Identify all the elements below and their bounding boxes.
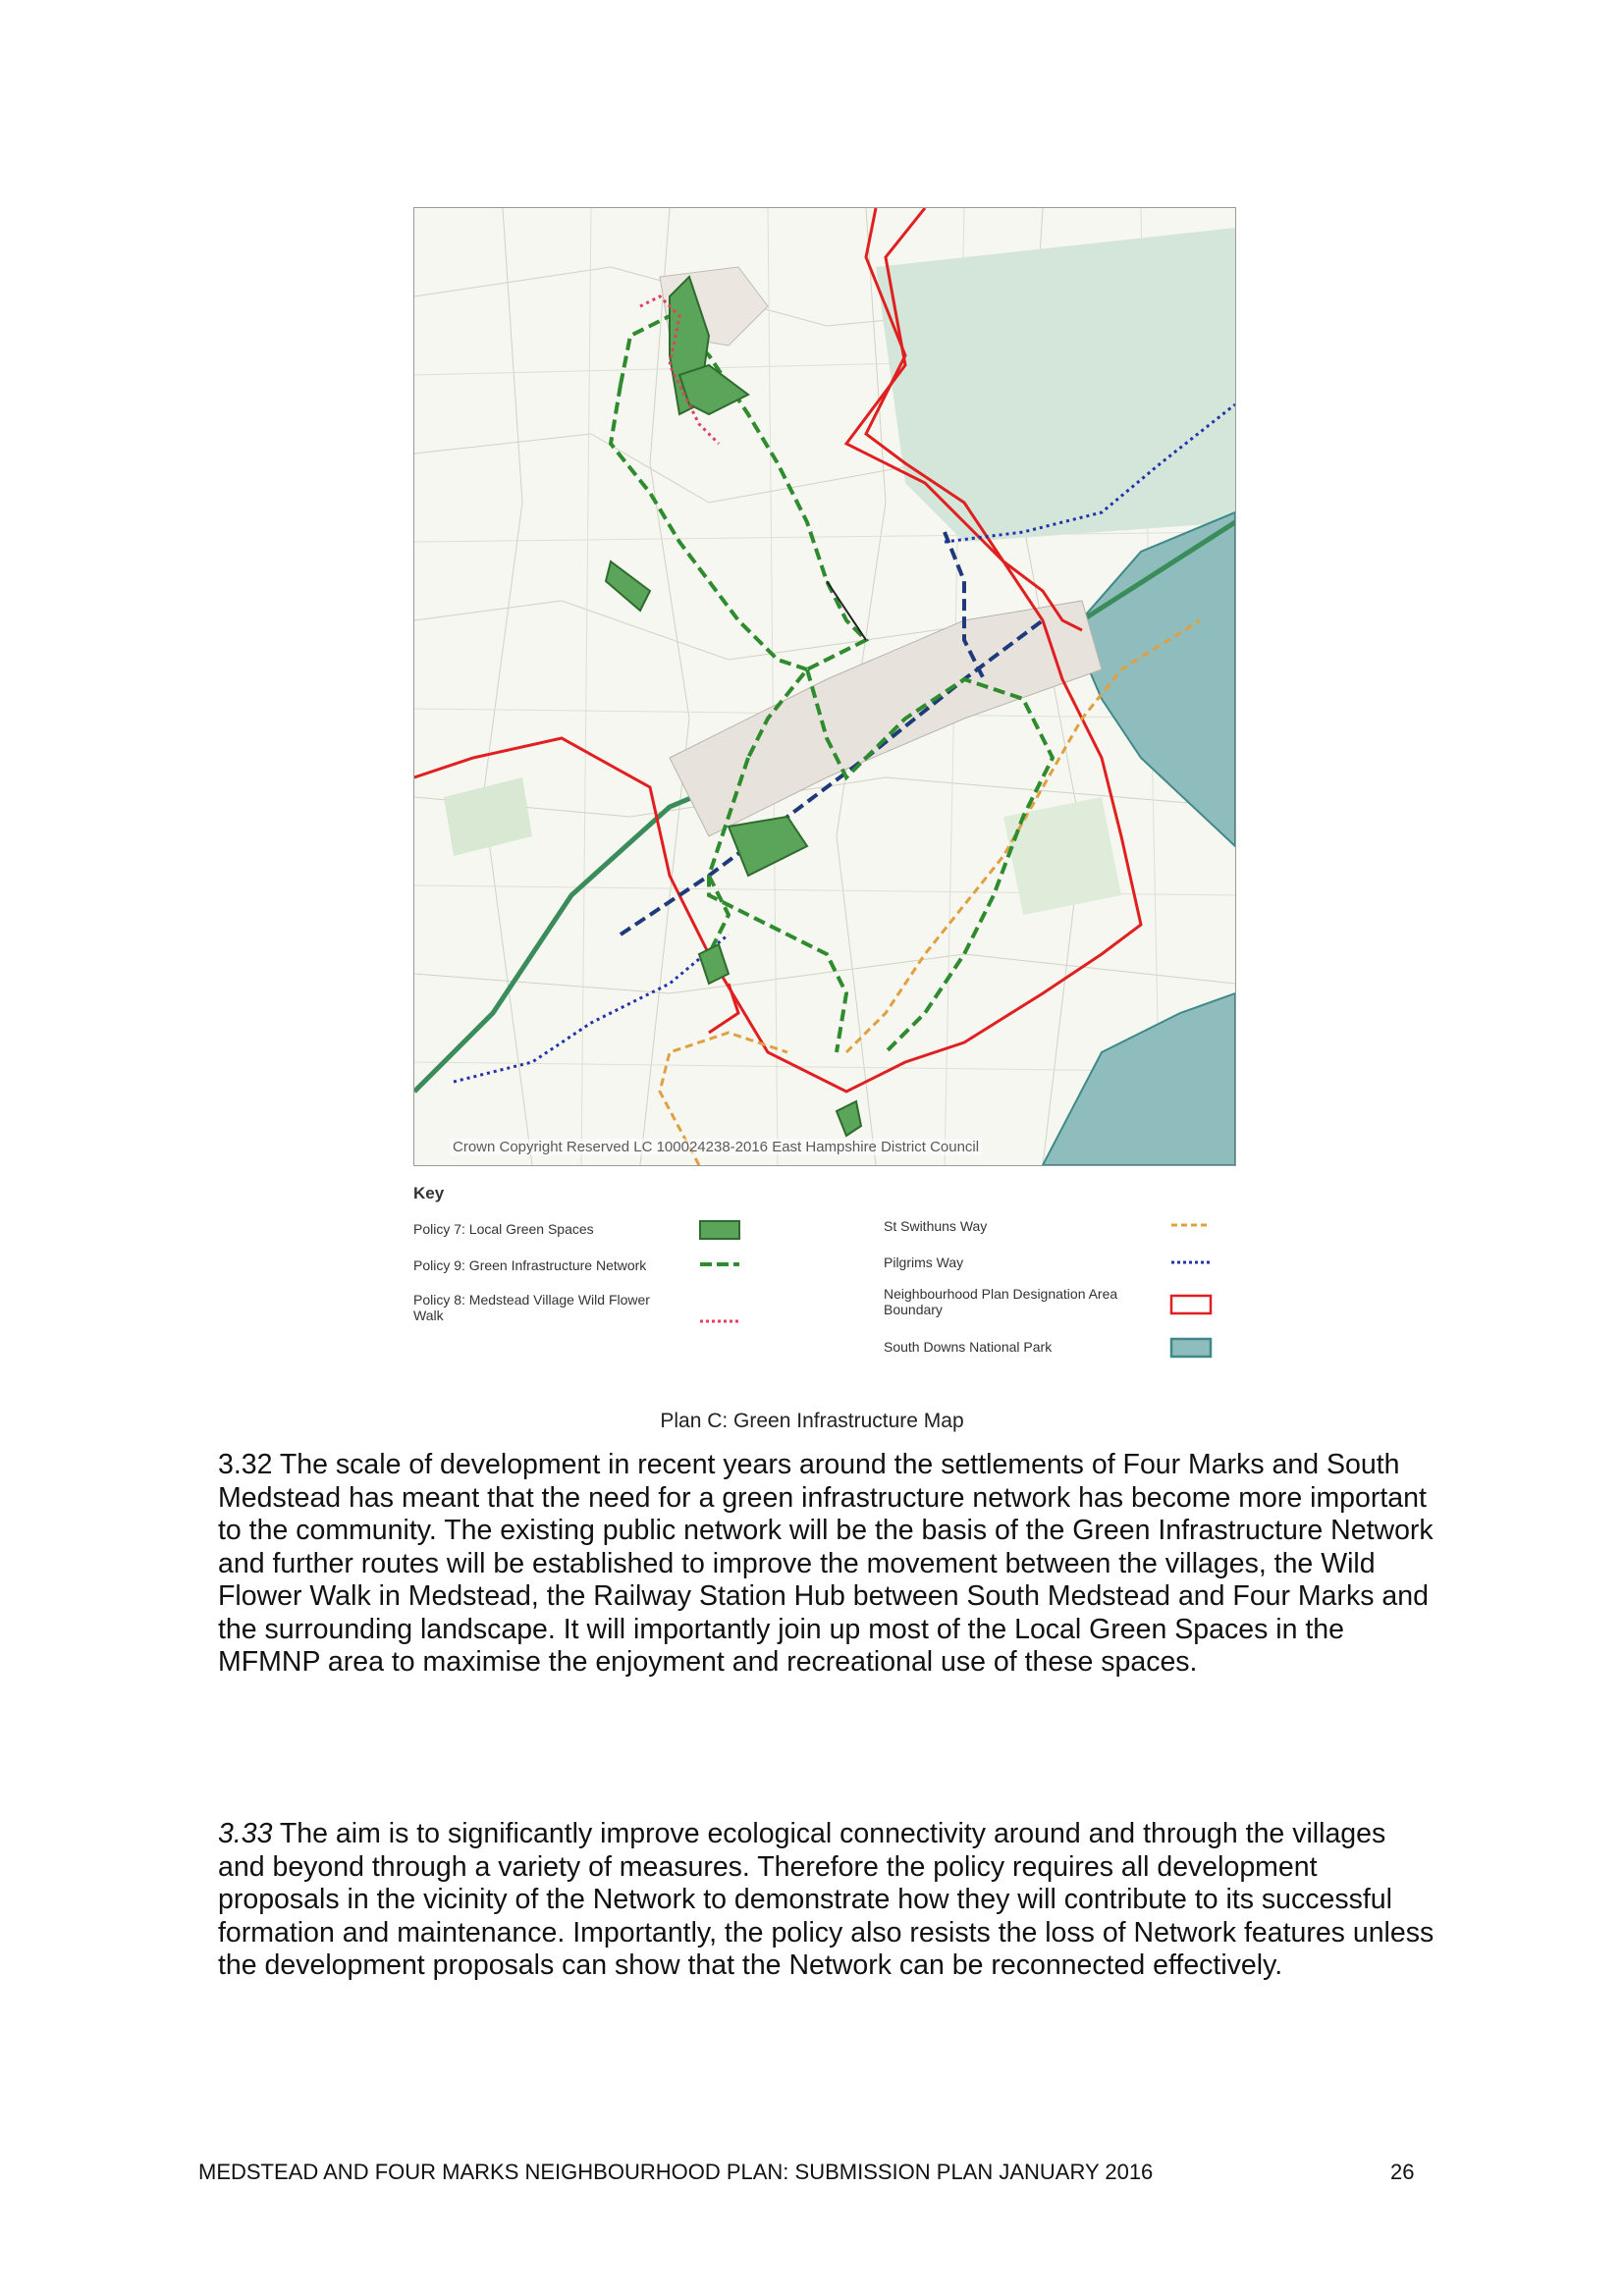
paragraph-3-33 — [218, 1818, 1435, 1983]
green-infrastructure-map — [413, 207, 1236, 1166]
footer-title: MEDSTEAD AND FOUR MARKS NEIGHBOURHOOD PLAN: SUBMISSION PLAN JANUARY 2016 — [198, 2160, 1154, 2184]
key-label-wild-flower-walk: Policy 8: Medstead Village Wild Flower Walk — [413, 1292, 650, 1323]
key-label-designation-boundary: Neighbourhood Plan Designation Area Boundary — [884, 1286, 1118, 1317]
paragraph-3-32 — [218, 1449, 1435, 1680]
paragraph-number: 3.32 — [218, 1449, 273, 1480]
paragraph-number: 3.33 — [218, 1818, 273, 1849]
pilgrims-way-line — [1169, 1256, 1213, 1268]
paragraph-text: The scale of development in recent years around the settlements of Four Marks and South Medstead has meant that the need for a green infrastructure network has become more important to the community. The existing public network will be the basis of the Green Infrastructure Network and further routes will be established to improve the movement between the villages, the Wild Flower Walk in Medstead, the Railway Station Hub between South Medstead and Four Marks and the surrounding landscape. It will importantly join up most of the Local Green Spaces in the MFMNP area to maximise the enjoyment and recreational use of these spaces. — [218, 1449, 1434, 1678]
map-graphic — [414, 208, 1235, 1165]
wild-flower-walk-line — [698, 1315, 741, 1327]
paragraph-text: The aim is to significantly improve ecological connectivity around and through the villages and beyond through a variety of measures. Therefore the policy requires all development proposals in the vicinity of the Network to demonstrate how they will contribute to its successful formation and maintenance. Importantly, the policy also resists the loss of Network features unless the development proposals can show that the Network can be reconnected effectively. — [218, 1818, 1435, 1981]
page-number: 26 — [1390, 2160, 1415, 2184]
south-downs-swatch — [1169, 1337, 1213, 1359]
key-label-st-swithuns-way: St Swithuns Way — [884, 1218, 988, 1234]
figure-caption: Plan C: Green Infrastructure Map — [660, 1410, 964, 1432]
key-title: Key — [413, 1184, 445, 1202]
key-label-pilgrims-way: Pilgrims Way — [884, 1255, 964, 1270]
key-label-local-green-spaces: Policy 7: Local Green Spaces — [413, 1221, 594, 1237]
designation-boundary-swatch — [1169, 1294, 1213, 1315]
st-swithuns-way-line — [1169, 1219, 1213, 1231]
local-green-space-swatch — [698, 1219, 741, 1241]
key-label-south-downs: South Downs National Park — [884, 1339, 1053, 1355]
key-label-green-infrastructure: Policy 9: Green Infrastructure Network — [413, 1257, 647, 1273]
green-infrastructure-line — [698, 1256, 741, 1272]
map-key — [413, 1178, 1234, 1374]
map-copyright: Crown Copyright Reserved LC 100024238-2016 East Hampshire District Council — [450, 1139, 982, 1155]
